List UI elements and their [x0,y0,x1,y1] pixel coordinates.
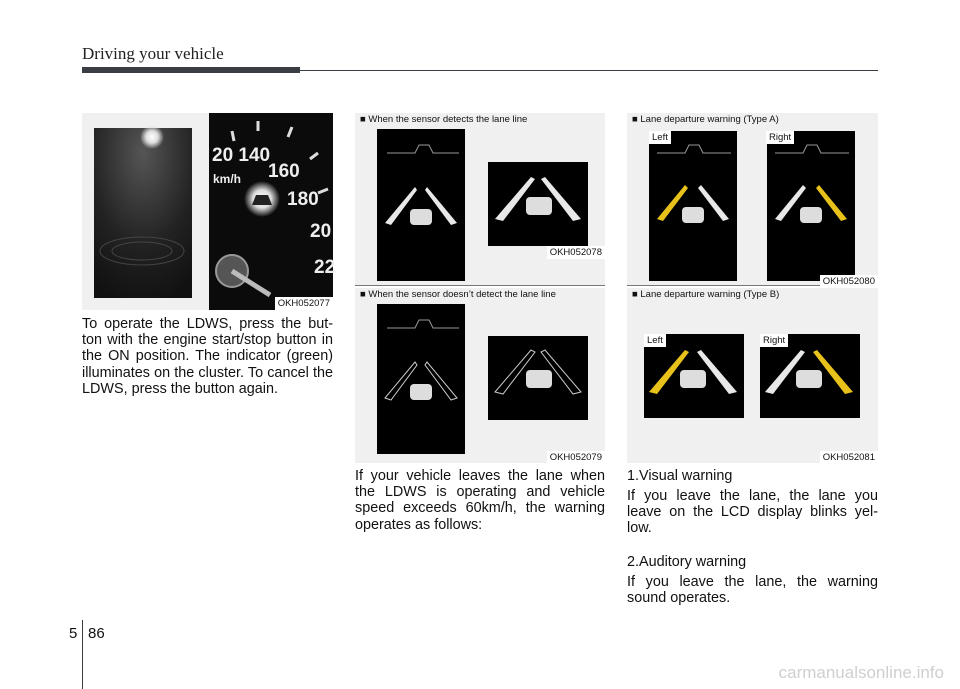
right-label: Right [760,334,788,347]
page-number: 86 [88,625,105,642]
col2-paragraph: If your vehicle leaves the lane when the LDWS is operating and vehicle speed exceeds 60km/h, the warning operates as follows: [355,468,605,533]
watermark: carmanualsonline.info [778,663,944,682]
header-bar [82,67,300,73]
figure-caption: ■ When the sensor detects the lane line [360,114,528,125]
figure-caption: ■ Lane departure warning (Type B) [632,289,780,300]
figure-code: OKH052080 [820,275,878,288]
figure-code: OKH052079 [547,451,605,464]
auditory-warning-paragraph: If you leave the lane, the warning sound operates. [627,574,878,607]
speedo-label: 160 [268,161,300,182]
figure-sensor-detects [355,113,605,286]
speedo-label: 180 [287,189,319,210]
figure-type-b [627,288,878,463]
figure-caption: ■ When the sensor doesn’t detect the lane line [360,289,556,300]
figure-code: OKH052077 [275,297,333,310]
figure-type-a [627,113,878,286]
section-number: 5 [69,625,78,642]
col1-paragraph: To operate the LDWS, press the but-ton with the engine start/stop button in the ON position. The indicator (green) illuminates on the cluster. To cancel the LDWS, press the button again. [82,316,333,397]
speedo-label: 22 [314,257,336,278]
left-label: Left [649,131,671,144]
footer-divider [82,620,83,689]
speed-unit-label: km/h [213,172,242,186]
ldws-illustration [82,113,336,310]
figure-code: OKH052078 [547,246,605,259]
right-label: Right [766,131,794,144]
lane-no-detect-illustration [355,288,605,463]
caption-divider [355,285,605,286]
figure-caption: ■ Lane departure warning (Type A) [632,114,779,125]
figure-code: OKH052081 [820,451,878,464]
figure-ldws-button [82,113,336,310]
speedo-label: 20 140 [212,145,271,166]
speedo-label: 20 [310,221,332,242]
visual-warning-paragraph: If you leave the lane, the lane you leave on the LCD display blinks yel-low. [627,488,878,537]
visual-warning-heading: 1.Visual warning [627,468,733,484]
auditory-warning-heading: 2.Auditory warning [627,554,747,570]
type-b-illustration [627,288,878,463]
lane-detect-illustration [355,113,605,286]
header-rule [300,70,878,71]
figure-sensor-no-detect [355,288,605,463]
page-header-title: Driving your vehicle [82,44,224,63]
left-label: Left [644,334,666,347]
